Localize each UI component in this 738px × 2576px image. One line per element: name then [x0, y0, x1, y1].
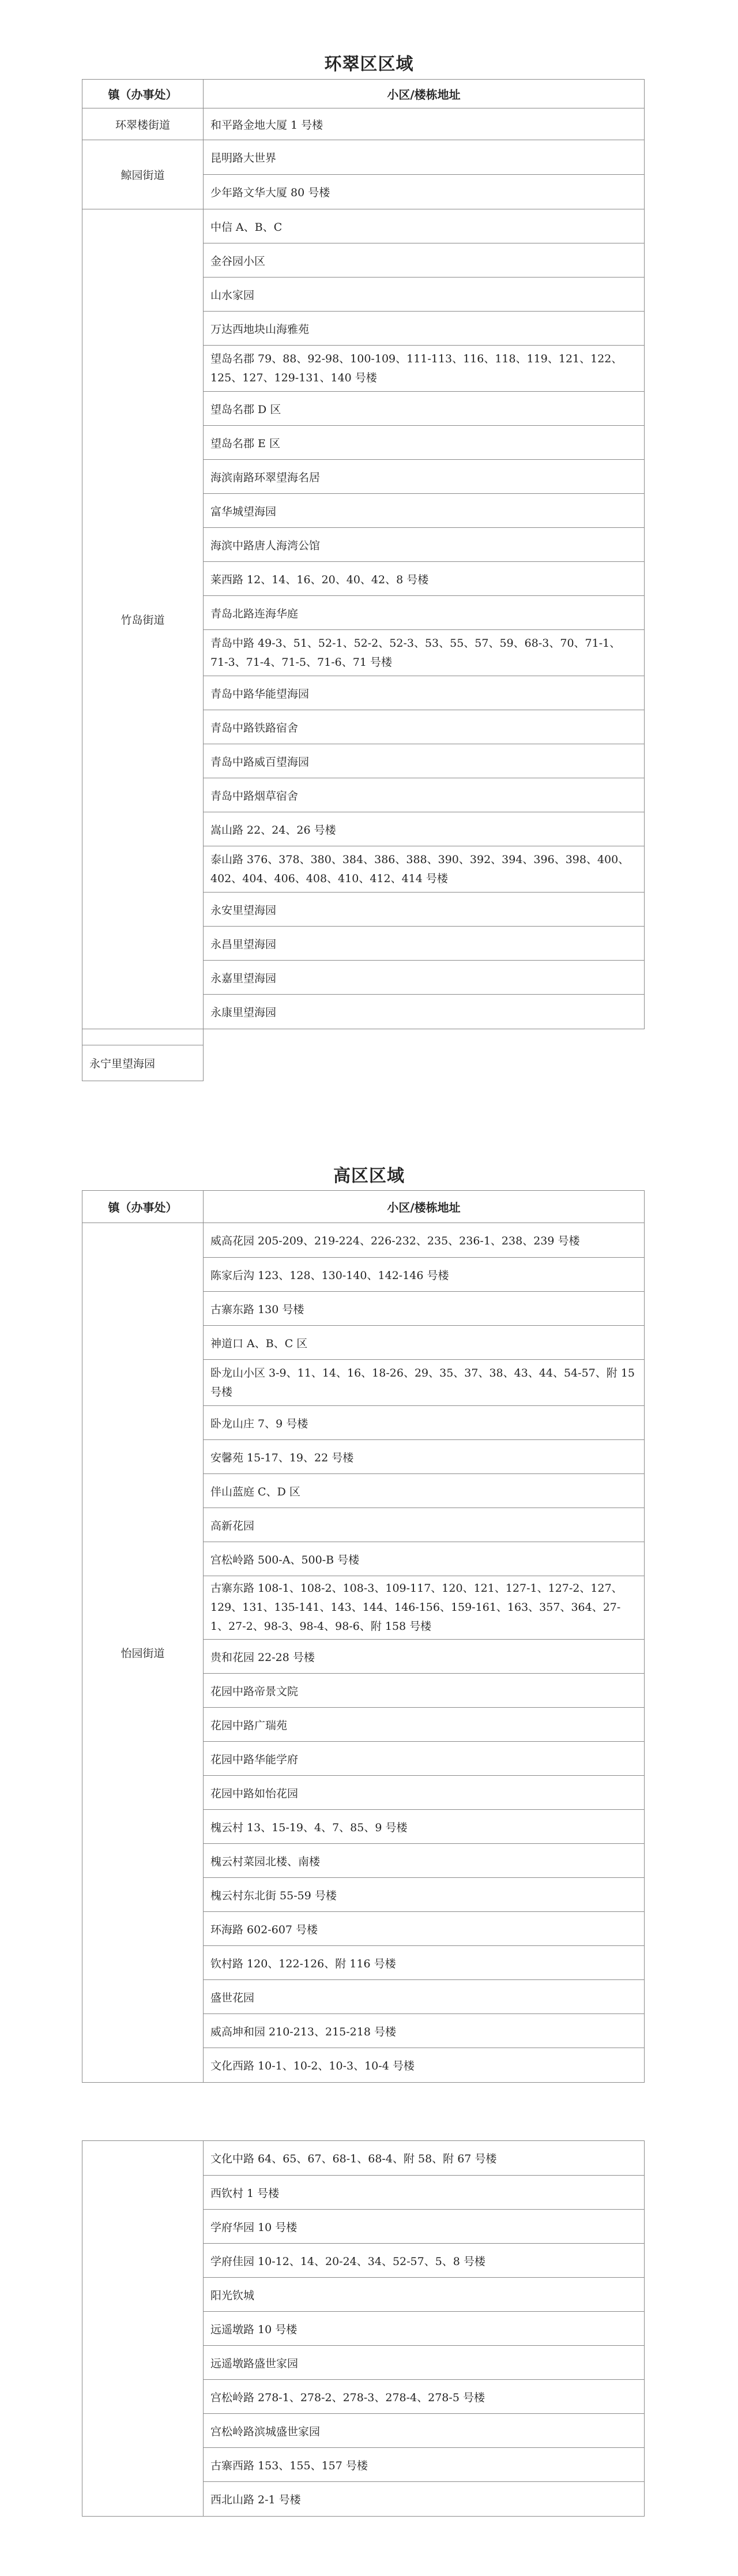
address-cell: 环海路 602-607 号楼 — [204, 1912, 645, 1946]
address-cell: 威高花园 205-209、219-224、226-232、235、236-1、238、239 号楼 — [204, 1223, 645, 1258]
address-cell: 伴山蓝庭 C、D 区 — [204, 1474, 645, 1508]
address-cell: 青岛北路连海华庭 — [204, 596, 645, 630]
address-cell: 远遥墩路盛世家园 — [204, 2346, 645, 2380]
address-cell: 宫松岭路 500-A、500-B 号楼 — [204, 1542, 645, 1576]
table-row — [82, 1045, 645, 1081]
section-title-huancui: 环翠区区域 — [324, 54, 414, 74]
huancui-address-table — [82, 79, 645, 1081]
town-cell: 竹岛街道 — [82, 209, 204, 1029]
address-cell: 陈家后沟 123、128、130-140、142-146 号楼 — [204, 1258, 645, 1292]
town-cell — [82, 2141, 204, 2517]
address-cell: 宫松岭路 278-1、278-2、278-3、278-4、278-5 号楼 — [204, 2380, 645, 2414]
address-cell: 永昌里望海园 — [204, 927, 645, 961]
town-cell: 环翠楼街道 — [82, 108, 204, 140]
table-row — [82, 1223, 645, 1258]
address-cell: 中信 A、B、C — [204, 209, 645, 243]
gaoqu-address-table-part1 — [82, 1190, 645, 2083]
table-row — [82, 2141, 645, 2176]
address-cell: 安馨苑 15-17、19、22 号楼 — [204, 1440, 645, 1474]
table-row — [82, 140, 645, 175]
address-cell: 和平路金地大厦 1 号楼 — [204, 108, 645, 140]
section-title-gaoqu: 高区区域 — [333, 1166, 405, 1186]
address-cell: 文化西路 10-1、10-2、10-3、10-4 号楼 — [204, 2048, 645, 2083]
address-cell: 古寨东路 108-1、108-2、108-3、109-117、120、121、127-1、127-2、127、129、131、135-141、143、144、146-156、159-161、163、357、364、27-1、27-2、98-3、98-4、98-6、附 158 号楼 — [204, 1576, 645, 1640]
address-cell: 远遥墩路 10 号楼 — [204, 2312, 645, 2346]
header-town: 镇（办事处） — [82, 1191, 204, 1223]
address-cell: 贵和花园 22-28 号楼 — [204, 1640, 645, 1674]
address-cell: 青岛中路华能望海园 — [204, 676, 645, 710]
address-cell: 望岛名郡 E 区 — [204, 426, 645, 460]
address-cell: 学府华园 10 号楼 — [204, 2210, 645, 2244]
address-cell: 永宁里望海园 — [82, 1045, 204, 1081]
table-row — [82, 108, 645, 140]
table-row — [82, 1029, 645, 1045]
address-cell: 威高坤和园 210-213、215-218 号楼 — [204, 2014, 645, 2048]
address-cell: 西钦村 1 号楼 — [204, 2176, 645, 2210]
address-cell: 阳光钦城 — [204, 2278, 645, 2312]
table-row — [82, 209, 645, 243]
address-cell: 海滨南路环翠望海名居 — [204, 460, 645, 494]
town-cell: 鲸园街道 — [82, 140, 204, 209]
address-cell: 神道口 A、B、C 区 — [204, 1326, 645, 1360]
address-cell: 永安里望海园 — [204, 893, 645, 927]
address-cell: 青岛中路烟草宿舍 — [204, 778, 645, 812]
address-cell: 山水家园 — [204, 278, 645, 312]
address-cell: 卧龙山庄 7、9 号楼 — [204, 1406, 645, 1440]
address-cell: 望岛名郡 79、88、92-98、100-109、111-113、116、118、119、121、122、125、127、129-131、140 号楼 — [204, 346, 645, 392]
address-cell: 花园中路华能学府 — [204, 1742, 645, 1776]
address-cell: 西北山路 2-1 号楼 — [204, 2482, 645, 2517]
address-cell: 学府佳园 10-12、14、20-24、34、52-57、5、8 号楼 — [204, 2244, 645, 2278]
header-town: 镇（办事处） — [82, 80, 204, 108]
address-cell: 古寨西路 153、155、157 号楼 — [204, 2448, 645, 2482]
address-cell: 钦村路 120、122-126、附 116 号楼 — [204, 1946, 645, 1980]
address-cell: 望岛名郡 D 区 — [204, 392, 645, 426]
address-cell: 花园中路帝景文院 — [204, 1674, 645, 1708]
address-cell: 海滨中路唐人海湾公馆 — [204, 528, 645, 562]
address-cell: 嵩山路 22、24、26 号楼 — [204, 812, 645, 846]
address-cell: 高新花园 — [204, 1508, 645, 1542]
address-cell: 花园中路广瑞苑 — [204, 1708, 645, 1742]
address-cell: 永嘉里望海园 — [204, 961, 645, 995]
address-cell: 槐云村菜园北楼、南楼 — [204, 1844, 645, 1878]
address-cell: 青岛中路威百望海园 — [204, 744, 645, 778]
gaoqu-address-table-part2 — [82, 2140, 645, 2517]
address-cell: 槐云村 13、15-19、4、7、85、9 号楼 — [204, 1810, 645, 1844]
header-address: 小区/楼栋地址 — [204, 1191, 645, 1223]
address-cell: 古寨东路 130 号楼 — [204, 1292, 645, 1326]
table-gap — [82, 1029, 204, 1045]
address-cell: 少年路文华大厦 80 号楼 — [204, 175, 645, 209]
header-address: 小区/楼栋地址 — [204, 80, 645, 108]
town-cell: 怡园街道 — [82, 1223, 204, 2083]
address-cell: 盛世花园 — [204, 1980, 645, 2014]
address-cell: 青岛中路铁路宿舍 — [204, 710, 645, 744]
address-cell: 万达西地块山海雅苑 — [204, 312, 645, 346]
address-cell: 永康里望海园 — [204, 995, 645, 1029]
table-header-row — [82, 1191, 645, 1223]
address-cell: 富华城望海园 — [204, 494, 645, 528]
address-cell: 宫松岭路滨城盛世家园 — [204, 2414, 645, 2448]
address-cell: 泰山路 376、378、380、384、386、388、390、392、394、396、398、400、402、404、406、408、410、412、414 号楼 — [204, 846, 645, 893]
address-cell: 莱西路 12、14、16、20、40、42、8 号楼 — [204, 562, 645, 596]
address-cell: 卧龙山小区 3-9、11、14、16、18-26、29、35、37、38、43、44、54-57、附 15 号楼 — [204, 1360, 645, 1406]
table-header-row — [82, 80, 645, 108]
address-cell: 文化中路 64、65、67、68-1、68-4、附 58、附 67 号楼 — [204, 2141, 645, 2176]
address-cell: 青岛中路 49-3、51、52-1、52-2、52-3、53、55、57、59、68-3、70、71-1、71-3、71-4、71-5、71-6、71 号楼 — [204, 630, 645, 676]
address-cell: 花园中路如怡花园 — [204, 1776, 645, 1810]
address-cell: 昆明路大世界 — [204, 140, 645, 175]
address-cell: 槐云村东北街 55-59 号楼 — [204, 1878, 645, 1912]
address-cell: 金谷园小区 — [204, 243, 645, 278]
